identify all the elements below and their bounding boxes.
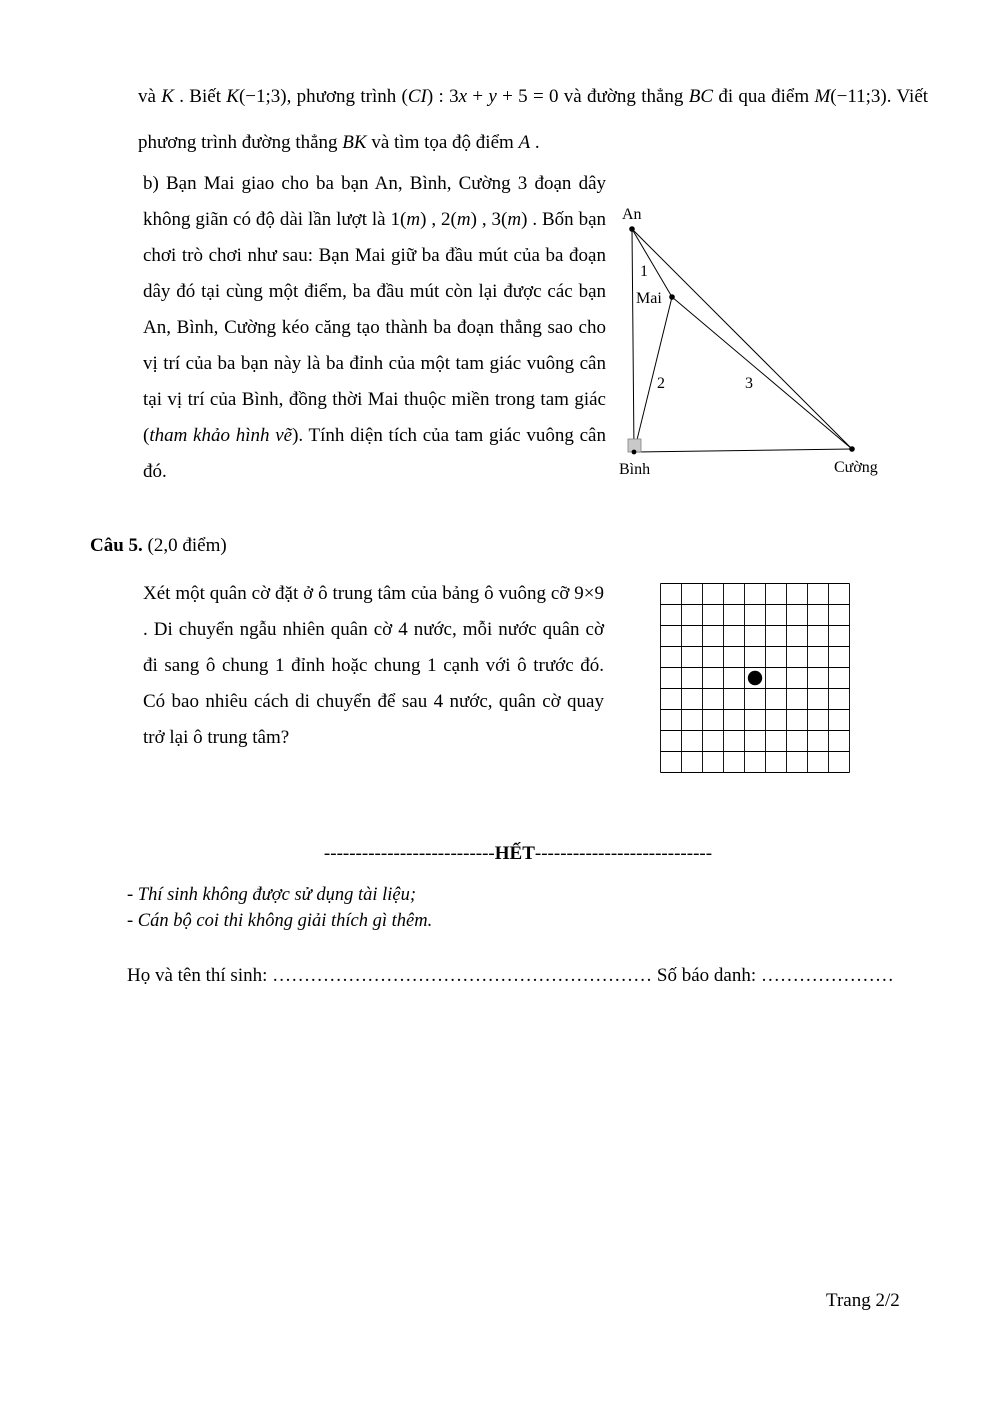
text-run: + — [467, 86, 489, 107]
exam-note-1: - Thí sinh không được sử dụng tài liệu; — [127, 885, 417, 905]
vertex-label-binh: Bình — [619, 461, 651, 478]
text-run: b) Bạn Mai giao cho ba bạn An, Bình, Cường 3 đoạn dây không giãn có độ dài lần lượt là 1( — [143, 173, 606, 230]
vertex-label-an: An — [622, 206, 642, 223]
exam-notes — [127, 882, 432, 934]
text-run: CI — [407, 86, 427, 107]
question-5-text — [143, 576, 604, 756]
text-run: . Biết — [173, 86, 227, 107]
text-run: và tìm tọa độ điểm — [366, 132, 519, 153]
question-4b-text — [143, 166, 606, 490]
segment-label-3: 3 — [745, 375, 753, 392]
board-figure — [660, 583, 850, 773]
page-number: Trang 2/2 — [826, 1290, 900, 1311]
text-run: (−11;3) — [830, 86, 887, 107]
candidate-id-dots: ………………… — [760, 965, 894, 986]
text-run: K — [226, 86, 239, 107]
text-run: Xét một quân cờ đặt ở ô trung tâm của bảng ô vuông cỡ 9×9 . Di chuyển ngẫu nhiên quân cờ 4 nước, mỗi nước quân cờ đi sang ô chung 1 đỉnh hoặc chung 1 cạnh với ô trước đó. Có bao nhiêu cách di chuyển để sau 4 nước, quân cờ quay trở lại ô trung tâm? — [143, 583, 604, 748]
triangle-figure — [598, 196, 898, 488]
text-run: . Viết phương trình đường thẳng — [138, 86, 929, 153]
candidate-id-label: Số báo danh: — [652, 965, 761, 986]
text-run: ( — [401, 86, 408, 107]
text-run: m — [456, 209, 471, 230]
vertex-label-cuong: Cường — [834, 459, 878, 476]
end-marker-dashes-left: --------------------------- — [323, 843, 495, 864]
vertex-label-mai: Mai — [636, 290, 662, 307]
exam-note-2: - Cán bộ coi thi không giải thích gì thêm. — [127, 911, 433, 931]
segment-label-2: 2 — [657, 375, 665, 392]
text-run: ). Tính diện tích của tam giác vuông cân đó. — [143, 425, 606, 482]
segment-label-1: 1 — [640, 263, 648, 280]
chessboard-diagram — [660, 583, 850, 773]
text-run: K — [161, 86, 174, 107]
text-run: m — [507, 209, 522, 230]
end-marker-dashes-right: ---------------------------- — [534, 843, 713, 864]
text-run: tham khảo hình vẽ — [149, 425, 293, 446]
text-run: (−1;3) — [238, 86, 287, 107]
text-run: A — [518, 132, 531, 153]
text-run: . — [530, 132, 540, 153]
question-4-text — [138, 74, 928, 166]
candidate-name-dots: …………………………………………………… — [272, 965, 653, 986]
text-run: và — [138, 86, 162, 107]
end-marker-label: HẾT — [494, 843, 535, 864]
text-run: M — [814, 86, 831, 107]
question-5-heading — [90, 535, 227, 557]
chess-piece-dot — [748, 671, 762, 685]
text-run: , phương trình — [286, 86, 402, 107]
triangle-edges — [632, 229, 852, 452]
candidate-info-line — [127, 965, 894, 987]
text-run: x — [458, 86, 468, 107]
triangle-diagram — [598, 196, 898, 488]
text-run: + 5 = 0 và đường thẳng — [496, 86, 689, 107]
text-run: ) . Bốn bạn chơi trò chơi như sau: Bạn Mai giữ ba đầu mút của ba đoạn dây đó tại cùng một điểm, ba đầu mút còn lại được các bạn An, Bình, Cường kéo căng tạo thành ba đoạn thẳng sao cho vị trí của ba bạn này là ba đỉnh của một tam giác vuông cân tại vị trí của Bình, đồng thời Mai thuộc miền trong tam giác ( — [143, 209, 607, 446]
text-run: (2,0 điểm) — [142, 535, 227, 556]
text-run: BK — [342, 132, 367, 153]
text-run: BC — [688, 86, 714, 107]
text-run: đi qua điểm — [713, 86, 815, 107]
text-run: Câu 5. — [90, 535, 143, 556]
text-run: ) : 3 — [426, 86, 459, 107]
text-run: y — [488, 86, 497, 107]
text-run: m — [406, 209, 421, 230]
text-run: ) , 2( — [420, 209, 457, 230]
text-run: ) , 3( — [470, 209, 508, 230]
end-marker — [138, 843, 898, 865]
candidate-name-label: Họ và tên thí sinh: — [127, 965, 273, 986]
